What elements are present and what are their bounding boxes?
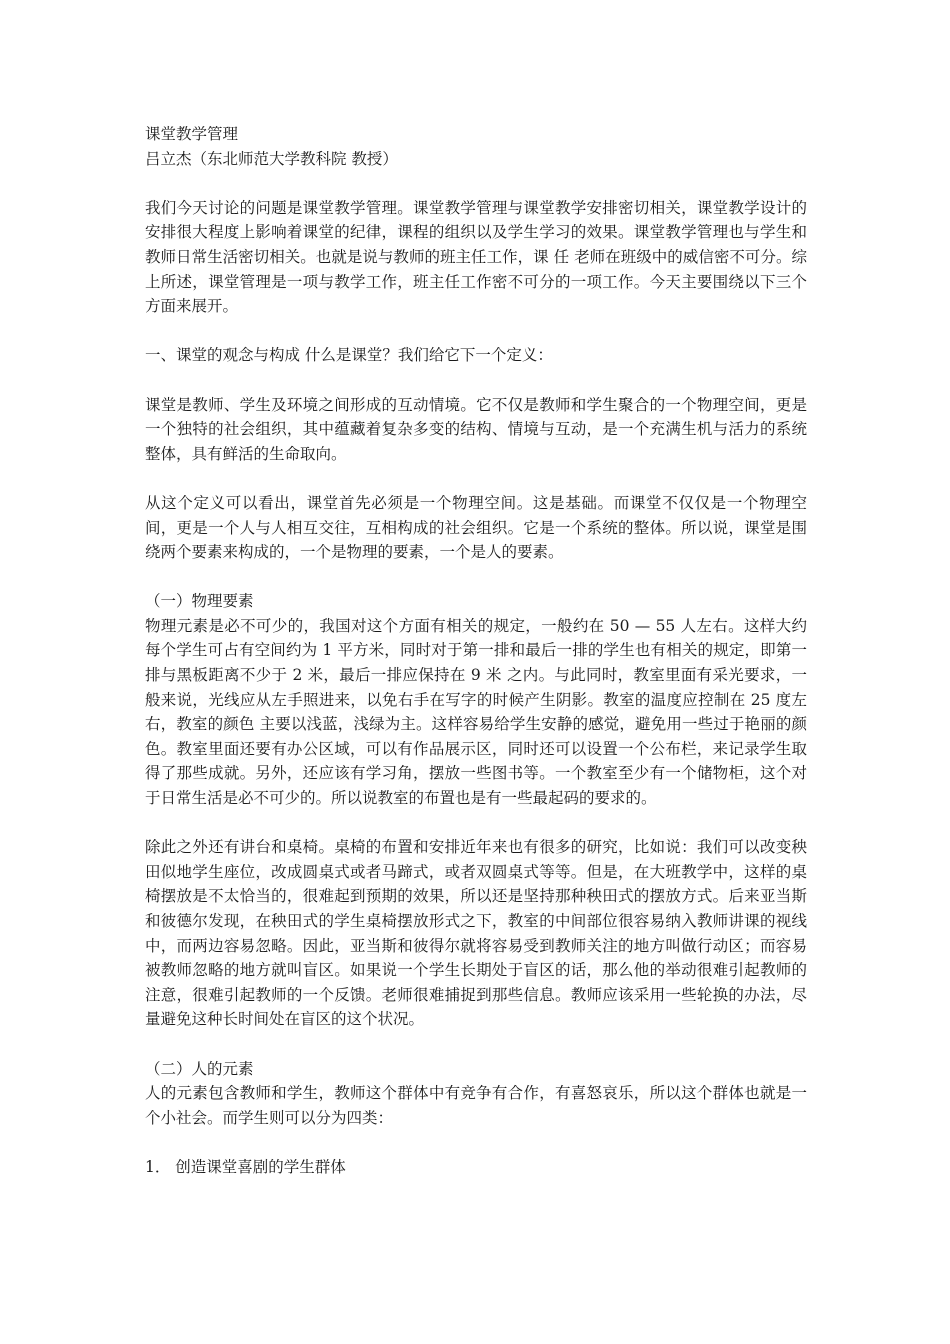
paragraph-gap [145, 565, 807, 590]
physical-elements-paragraph: 物理元素是必不可少的，我国对这个方面有相关的规定，一般约在 50 — 55 人左右。这样大约每个学生可占有空间约为 1 平方米，同时对于第一排和最后一排的学生也有相关的规定，即第一排与黑板距离不少于 2 米，最后一排应保持在 9 米 之内。与此同时，教室里面有采光要求，一般来说，光线应从左手照进来，以免右手在写字的时候产生阴影。教室的温度应控制在 25 度左右，教室的颜色 主要以浅蓝，浅绿为主。这样容易给学生安静的感觉，避免用一些过于艳丽的颜色。教室里面还要有办公区域，可以有作品展示区，同时还可以设置一个公布栏，来记录学生取得了那些成就。另外，还应该有学习角，摆放一些图书等。一个教室至少有一个储物柜，这个对于日常生活是必不可少的。所以说教室的布置也是有一些最起码的要求的。 [145, 616, 807, 808]
section-heading-1: 一、课堂的观念与构成 什么是课堂？我们给它下一个定义： [145, 346, 553, 365]
paragraph-gap [145, 811, 807, 836]
document-body [145, 122, 807, 1180]
subsection-heading-people: （二）人的元素 [145, 1059, 254, 1078]
paragraph-gap [145, 1032, 807, 1057]
paragraph-gap [145, 1130, 807, 1155]
intro-paragraph: 我们今天讨论的问题是课堂教学管理。课堂教学管理与课堂教学安排密切相关，课堂教学设计的安排很大程度上影响着课堂的纪律，课程的组织以及学生学习的效果。课堂教学管理也与学生和教师日常生活密切相关。也就是说与教师的班主任工作，课 任 老师在班级中的威信密不可分。综上所述，课堂管理是一项与教学工作，班主任工作密不可分的一项工作。今天主要围绕以下三个方面来展开。 [145, 198, 807, 316]
definition-paragraph: 课堂是教师、学生及环境之间形成的互动情境。它不仅是教师和学生聚合的一个物理空间，更是一个独特的社会组织，其中蕴藏着复杂多变的结构、情境与互动，是一个充满生机与活力的系统整体，具有鲜活的生命取向。 [145, 395, 807, 463]
subsection-heading-physical: （一）物理要素 [145, 592, 254, 611]
document-author: 吕立杰（东北师范大学教科院 教授） [145, 149, 398, 168]
paragraph-gap [145, 368, 807, 393]
paragraph-gap [145, 171, 807, 196]
paragraph-gap [145, 466, 807, 491]
document-title: 课堂教学管理 [145, 125, 239, 143]
people-elements-paragraph: 人的元素包含教师和学生，教师这个群体中有竞争有合作，有喜怒哀乐，所以这个群体也就是一个小社会。而学生则可以分为四类： [145, 1084, 807, 1127]
desks-paragraph: 除此之外还有讲台和桌椅。桌椅的布置和安排近年来也有很多的研究，比如说：我们可以改变秧田似地学生座位，改成圆桌式或者马蹄式，或者双圆桌式等等。但是，在大班教学中，这样的桌椅摆放是不太恰当的，很难起到预期的效果，所以还是坚持那种秧田式的摆放方式。后来亚当斯和彼德尔发现，在秧田式的学生桌椅摆放形式之下，教室的中间部位很容易纳入教师讲课的视线中，而两边容易忽略。因此，亚当斯和彼得尔就将容易受到教师关注的地方叫做行动区；而容易被教师忽略的地方就叫盲区。如果说一个学生长期处于盲区的话，那么他的举动很难引起教师的注意，很难引起教师的一个反馈。老师很难捕捉到那些信息。教师应该采用一些轮换的办法，尽量避免这种长时间处在盲区的这个状况。 [145, 838, 807, 1029]
paragraph-gap [145, 319, 807, 344]
list-item-1: 1． 创造课堂喜剧的学生群体 [145, 1157, 346, 1176]
definition-explain-paragraph: 从这个定义可以看出，课堂首先必须是一个物理空间。这是基础。而课堂不仅仅是一个物理空间，更是一个人与人相互交往，互相构成的社会组织。它是一个系统的整体。所以说，课堂是围绕两个要素来构成的，一个是物理的要素，一个是人的要素。 [145, 493, 807, 562]
